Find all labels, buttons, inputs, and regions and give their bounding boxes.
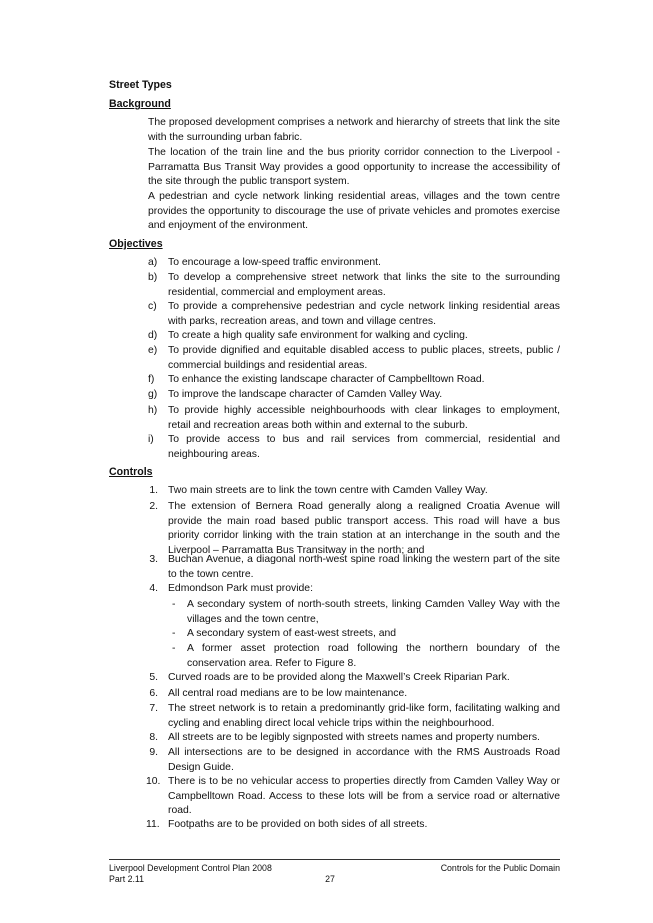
control-text: The street network is to retain a predominantly grid-like form, facilitating walking and cycling and enabling direct local vehicle trips within the neighbourhood.	[168, 703, 560, 729]
background-paragraph: The location of the train line and the bus priority corridor connection to the Liverpool - Parramatta Bus Transit Way provides a good opportunity to increase the accessibility of the site through the public transport system.	[148, 147, 560, 187]
list-marker: b)	[148, 272, 158, 283]
list-marker: 2.	[149, 501, 158, 512]
background-paragraph: The proposed development comprises a network and hierarchy of streets that link the site with the surrounding urban fabric.	[148, 117, 560, 143]
control-text: Edmondson Park must provide:	[168, 583, 313, 594]
footer-document-title: Liverpool Development Control Plan 2008	[109, 863, 272, 873]
list-marker: 11.	[146, 819, 160, 830]
control-text: There is to be no vehicular access to properties directly from Camden Valley Way or Campbelltown Road. Access to these lots will be from a service road or alternative road.	[168, 776, 560, 816]
section-title: Street Types	[109, 79, 172, 91]
objectives-heading: Objectives	[109, 238, 163, 250]
sub-list-marker: -	[172, 599, 176, 610]
list-marker: 4.	[149, 583, 158, 594]
control-text: All central road medians are to be low maintenance.	[168, 688, 408, 699]
control-text: The extension of Bernera Road generally along a realigned Croatia Avenue will provide the main road based public transport access. This road will have a bus priority corridor linking with the train station at an interchange in the south and the Liverpool – Parramatta Bus Transitway in the north; and	[168, 501, 560, 556]
background-paragraph: A pedestrian and cycle network linking residential areas, villages and the town centre provides the opportunity to discourage the use of private vehicles and promotes exercise and enjoyment of the environment.	[148, 191, 560, 231]
page-number: 27	[325, 874, 335, 884]
sub-list-marker: -	[172, 643, 176, 654]
objective-text: To provide access to bus and rail services from commercial, residential and neighbouring areas.	[168, 434, 560, 460]
background-heading: Background	[109, 98, 171, 110]
objective-text: To provide highly accessible neighbourhoods with clear linkages to employment, retail and recreation areas both within and external to the suburb.	[168, 405, 560, 431]
list-marker: 5.	[149, 672, 158, 683]
control-subitem-text: A secondary system of east-west streets, and	[187, 628, 397, 639]
footer-section-title: Controls for the Public Domain	[440, 863, 560, 873]
footer-part-number: Part 2.11	[109, 874, 145, 884]
objective-text: To create a high quality safe environment for walking and cycling.	[168, 330, 468, 341]
control-subitem-text: A former asset protection road following the northern boundary of the conservation area. Refer to Figure 8.	[187, 643, 560, 669]
list-marker: 1.	[149, 485, 158, 496]
control-text: All streets are to be legibly signposted with streets names and property numbers.	[168, 732, 540, 743]
control-subitem-text: A secondary system of north-south streets, linking Camden Valley Way with the villages and the town centre,	[187, 599, 560, 625]
control-text: Curved roads are to be provided along the Maxwell’s Creek Riparian Park.	[168, 672, 510, 683]
list-marker: e)	[148, 345, 158, 356]
list-marker: c)	[148, 301, 157, 312]
objective-text: To develop a comprehensive street network that links the site to the surrounding residential, commercial and employment areas.	[168, 272, 560, 298]
control-text: Buchan Avenue, a diagonal north-west spine road linking the western part of the site to the town centre.	[168, 554, 560, 580]
list-marker: i)	[148, 434, 154, 445]
list-marker: a)	[148, 257, 158, 268]
objective-text: To enhance the existing landscape character of Campbelltown Road.	[168, 374, 485, 385]
list-marker: 6.	[149, 688, 158, 699]
objective-text: To provide a comprehensive pedestrian and cycle network linking residential areas with parks, recreation areas, and town and village centres.	[168, 301, 560, 327]
list-marker: 10.	[146, 776, 161, 787]
control-text: All intersections are to be designed in accordance with the RMS Austroads Road Design Guide.	[168, 747, 560, 773]
controls-heading: Controls	[109, 466, 153, 478]
control-text: Footpaths are to be provided on both sides of all streets.	[168, 819, 428, 830]
list-marker: 3.	[149, 554, 158, 565]
objective-text: To provide dignified and equitable disabled access to public places, streets, public / commercial buildings and residential areas.	[168, 345, 560, 371]
list-marker: d)	[148, 330, 158, 341]
objective-text: To improve the landscape character of Camden Valley Way.	[168, 389, 443, 400]
footer-divider	[109, 859, 560, 860]
objective-text: To encourage a low-speed traffic environment.	[168, 257, 381, 268]
list-marker: f)	[148, 374, 155, 385]
list-marker: 8.	[149, 732, 158, 743]
sub-list-marker: -	[172, 628, 176, 639]
control-text: Two main streets are to link the town centre with Camden Valley Way.	[168, 485, 488, 496]
list-marker: g)	[148, 389, 158, 400]
list-marker: h)	[148, 405, 158, 416]
list-marker: 9.	[149, 747, 158, 758]
list-marker: 7.	[149, 703, 158, 714]
